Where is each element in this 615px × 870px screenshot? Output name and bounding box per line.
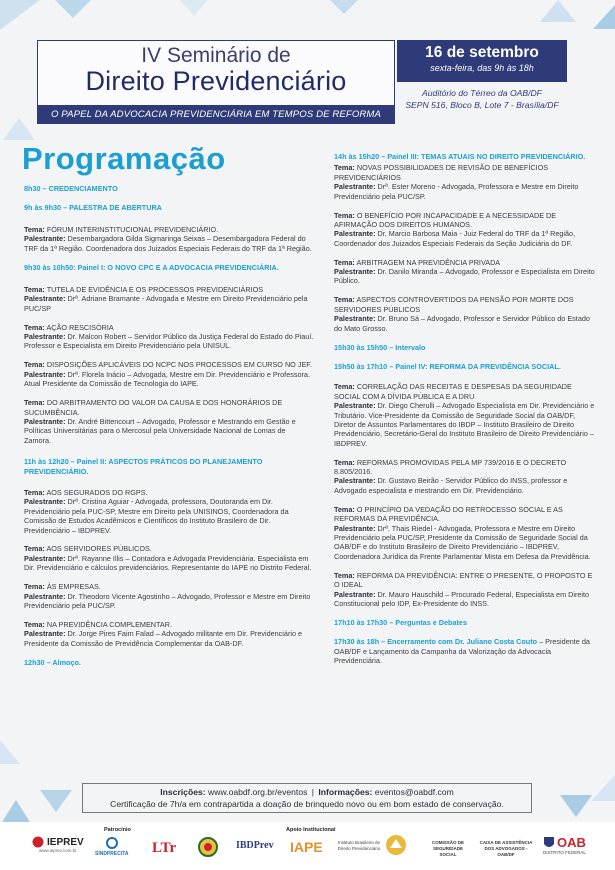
session: Tema: TUTELA DE EVIDÊNCIA E OS PROCESSOS PREVIDENCIÁRIOS Palestrante: Drª. Adriane Bramante - Advogada e Mestre em Direito Previdenciário pela PUC/SP: [24, 284, 308, 313]
session: Tema: O PRINCÍPIO DA VEDAÇÃO DO RETROCESSO SOCIAL E AS REFORMAS DA PREVIDÊNCIA. Palestrante: Drª. Thais Riedel - Advogada, Professora e Mestre em Direito Previdenciário pela PUC/SP, Presidente da Comissão de Seguridade Social da OAB/DF e do Instituto Brasileiro de Direito Previdenciário – IBDPREV, Coordenadora Jurídica da Frente Parlamentar Mista em Defesa da Previdência.: [334, 504, 591, 561]
panel-title: 11h às 12h20 – Painel II: ASPECTOS PRÁTICOS DO PLANEJAMENTO PREVIDENCIÁRIO.: [24, 457, 263, 476]
ieprev-icon: [32, 836, 44, 848]
session: Tema: DO ARBITRAMENTO DO VALOR DA CAUSA E DOS HONORÁRIOS DE SUCUMBÊNCIA. Palestrante: Dr. André Bittencourt – Advogado, Professor e Mestrando em Gestão e Políticas Universitárias para o Mercosul pela Universidade Nacional de Lomas de Zamora.: [24, 398, 296, 445]
event-title: Direito Previdenciário: [85, 66, 347, 96]
event-edition: IV Seminário de: [141, 44, 291, 67]
time-slot: 12h30 – Almoço.: [24, 657, 81, 667]
decor-triangle: [55, 0, 91, 18]
decor-triangle: [593, 5, 615, 29]
ibdprev-logo: IBDPrev: [236, 840, 274, 851]
event-title-box: [37, 40, 395, 106]
schedule-right-column: [334, 152, 596, 665]
panel-title: 9h30 às 10h50: Painel I: O NOVO CPC E A ADVOCACIA PREVIDENCIÁRIA.: [24, 262, 279, 272]
apoio-label: Apoio Institucional: [286, 827, 336, 833]
session: Tema: AOS SEGURADOS DO RGPS. Palestrante: Drª. Cristina Aguiar - Advogada, professora, Doutoranda em Dir. Previdenciário pela PUC-SP, Mestre em Direito pela UNISINOS, Coordenadora da Comissão de Estudos Acadêmicos e Científicos do Instituto Brasileiro de Dir. Previdenciário – IBDPREV.: [24, 487, 289, 535]
session: Tema: FÓRUM INTERINSTITUCIONAL PREVIDENCIÁRIO. Palestrante: Desembargadora Gilda Sigmaringa Seixas – Desembargadora Federal do TRF da 1ª Região. Coordenadora dos Juizados Especiais Federais do TRF da 1ª Região.: [24, 224, 312, 253]
sindprecita-logo: SINDPRECITA: [95, 837, 129, 857]
time-slot: 8h30 – CREDENCIAMENTO: [24, 184, 118, 193]
event-date-box: [397, 40, 567, 82]
session: Tema: NA PREVIDÊNCIA COMPLEMENTAR. Palestrante: Dr. Jorge Pires Faim Falad – Advogado militante em Dir. Previdenciário e Presidente da Comissão de Previdência Complementar da OAB-DF.: [24, 619, 303, 648]
decor-triangle: [2, 800, 30, 822]
patrocinio-label: Patrocínio: [104, 827, 131, 833]
ltr-logo: LTr: [152, 840, 177, 856]
time-slot: 15h30 às 15h50 – Intervalo: [334, 342, 426, 352]
ibdp-emblem: [385, 834, 407, 858]
session: Tema: AÇÃO RESCISÓRIA Palestrante: Dr. Malcon Robert – Servidor Público da Justiça Federal do Estado do Piauí. Professor e Especialista em Direito Previdenciário pela UNISUL.: [24, 322, 314, 351]
session: Tema: ÀS EMPRESAS. Palestrante: Dr. Theodoro Vicente Agostinho – Advogado, Professor e Mestre em Direito Previdenciário pela PUC/SP.: [24, 582, 311, 610]
session-speaker: Desembargadora Gilda Sigmaringa Seixas – Desembargadora Federal do TRF da 1ª Região. Coordenadora dos Juizados Especiais Federais do TRF da 1ª Região.: [24, 234, 312, 253]
time-slot: 9h às 9h30 – PALESTRA DE ABERTURA: [24, 203, 162, 213]
registration-box: Inscrições: www.oabdf.org.br/eventos | Informações: eventos@oabdf.com Certificação de 7h/a em contrapartida a doação de brinquedo novo ou em bom estado de conservação.: [82, 783, 532, 813]
decor-triangle: [3, 118, 35, 140]
seal-logo: [198, 837, 218, 859]
venue-line-1: Auditório do Térreo da OAB/DF: [422, 88, 542, 98]
session: Tema: REFORMAS PROMOVIDAS PELA MP 739/2016 E O DECRETO 8.805/2016. Palestrante: Dr. Gustavo Beirão - Servidor Público do INSS, professor e Advogado especialista e mestrando em Dir. Previdenciário.: [334, 457, 568, 495]
venue-line-2: SEPN 516, Bloco B, Lote 7 - Brasília/DF: [405, 100, 559, 110]
closing-session: [334, 637, 596, 665]
decor-triangle: [591, 775, 615, 801]
decor-triangle: [330, 0, 358, 14]
session-theme: FÓRUM INTERINSTITUCIONAL PREVIDENCIÁRIO.: [46, 224, 219, 234]
decor-triangle: [0, 0, 40, 30]
event-date-sub: sexta-feira, das 9h às 18h: [430, 63, 534, 73]
oab-shield-icon: [543, 836, 555, 850]
sindprecita-icon: [106, 837, 118, 849]
page-title: Programação: [22, 141, 226, 176]
session: Tema: ASPECTOS CONTROVERTIDOS DA PENSÃO POR MORTE DOS SERVIDORES PÚBLICOS Palestrante: Dr. Bruno Sá – Advogado, Professor e Servidor Público do Estado do Mato Grosso.: [334, 295, 590, 333]
session: Tema: NOVAS POSSIBILIDADES DE REVISÃO DE BENEFÍCIOS PREVIDENCIÁRIOS Palestrante: Drª. Ester Moreno - Advogada, Professora e Mestre em Direito Previdenciário pela PUC/SP.: [334, 163, 579, 201]
session: Tema: REFORMA DA PREVIDÊNCIA: ENTRE O PRESENTE, O PROPOSTO E O IDEAL Palestrante: Dr. Mauro Hauschild – Procurado Federal, Especialista em Direito Constitucional pelo IDP, Ex-Presidente do INSS.: [334, 570, 593, 608]
caixa-logo: CAIXA DE ASSISTÊNCIA DOS ADVOGADOS - OAB/DF: [479, 840, 533, 857]
registration-link[interactable]: www.oabdf.org.br/eventos: [208, 787, 308, 797]
session: Tema: ARBITRAGEM NA PREVIDÊNCIA PRIVADA Palestrante: Dr. Danilo Miranda – Advogado, Professor e Especialista em Direito Público.: [334, 257, 595, 286]
decor-triangle: [0, 740, 20, 764]
iape-logo: IAPE: [290, 839, 323, 855]
oab-logo: OAB DISTRITO FEDERAL: [543, 835, 586, 855]
closing-text: – Presidente da OAB/DF e Lançamento da Campanha da Valorização da Advocacia Previdenciária.: [334, 637, 590, 666]
session: Tema: AOS SERVIDORES PÚBLICOS. Palestrante: Drª. Rayanne Illis – Contadora e Advogada Previdenciária. Especialista em Dir. Previdenciário e cálculos previdenciários. Representante do IAPE no Distrito Federal.: [24, 544, 312, 573]
session: Tema: DISPOSIÇÕES APLICÁVEIS DO NCPC NOS PROCESSOS EM CURSO NO JEF. Palestrante: Drª. Florela Inácio – Advogada, Mestre em Dir. Previdenciário e Professora. Atual Presidente da Comissão de Tecnologia do IAPE.: [24, 360, 312, 389]
decor-triangle: [40, 790, 72, 812]
seal-icon: [198, 837, 218, 857]
session: Tema: CORRELAÇÃO DAS RECEITAS E DESPESAS DA SEGURIDADE SOCIAL COM A DÍVIDA PÚBLICA E A DRU Palestrante: Dr. Diego Cherulli – Advogado Especialista em Dir. Previdenciário e Tributário. Vice-Presidente da Comissão de Seguridade Social da OAB/DF, Diretor de Assuntos Parlamentares do IBDP – Instituto Brasileiro de Direito Previdenciário, Secretário-Geral do Instituto Brasileiro de Direito Previdenciário – IBDPREV.: [334, 382, 595, 448]
event-date: 16 de setembro: [425, 44, 539, 61]
panel-title: 15h50 às 17h10 – Painel IV: REFORMA DA PREVIDÊNCIA SOCIAL.: [334, 361, 561, 371]
session: Tema: O BENEFÍCIO POR INCAPACIDADE E A NECESSIDADE DE AFIRMAÇÃO DOS DIREITOS HUMANOS. Palestrante: Dr. Marcio Barbosa Maia - Juiz Federal do TRF da 1ª Região, Coordenador dos Juizados Especiais Federais da Seção Judiciária do DF.: [334, 210, 576, 248]
time-slot: 17h10 às 17h30 – Perguntas e Debates: [334, 617, 467, 627]
sponsor-logos: [0, 822, 615, 870]
closing-time: 17h30 às 18h – Encerramento com Dr. Juliano Costa Couto: [334, 637, 538, 647]
certification-note: Certificação de 7h/a em contrapartida a doação de brinquedo novo ou em bom estado de conservação.: [110, 799, 504, 809]
comissao-logo: COMISSÃO DE SEGURIDADE SOCIAL: [431, 840, 464, 857]
ieprev-logo: IEPREV www.ieprev.com.br: [32, 836, 84, 853]
event-subtitle: O PAPEL DA ADVOCACIA PREVIDENCIÁRIA EM TEMPOS DE REFORMA: [37, 106, 395, 124]
ibdp-emblem-icon: [385, 834, 407, 856]
decor-triangle: [560, 795, 592, 817]
ibdp-logo: Instituto Brasileiro de Direito Previdenciário: [337, 840, 381, 851]
info-email-link[interactable]: eventos@oabdf.com: [374, 787, 454, 797]
decor-triangle: [540, 0, 576, 22]
decor-triangle: [180, 0, 208, 16]
schedule-left-column: [24, 184, 314, 677]
event-venue: [397, 84, 567, 124]
panel-title: 14h às 15h20 – Painel III: TEMAS ATUAIS NO DIREITO PREVIDENCIÁRIO.: [334, 152, 586, 161]
